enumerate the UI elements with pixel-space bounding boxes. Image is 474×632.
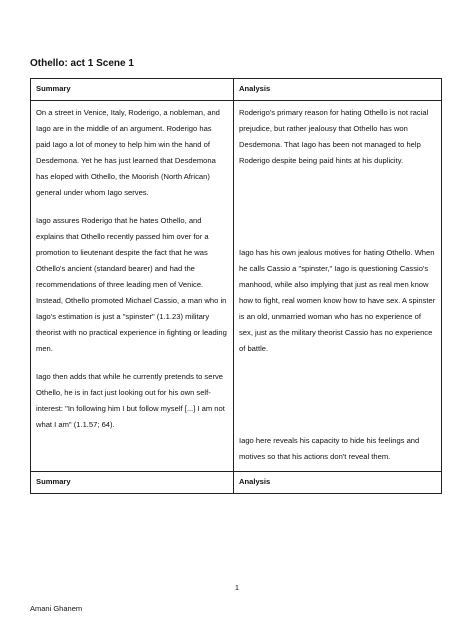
analysis-cell: [234, 101, 442, 472]
summary-paragraph: Iago assures Roderigo that he hates Othello, and explains that Othello recently passed him over for a promotion to lieutenant despite the fact that he was Othello's ancient (standard bearer) and had the recommendations of three leading men of Venice. Instead, Othello promoted Michael Cassio, a man who in Iago's estimation is just a "spinster" (1.1.23) military theorist with no practical experience in fighting or leading men.: [36, 216, 227, 353]
summary-paragraph: Iago then adds that while he currently pretends to serve Othello, he is in fact just looking out for his own self-interest: "In following him I but follow myself [...] I am not what I am" (1.1.57; 64).: [36, 372, 225, 429]
analysis-paragraph: Iago here reveals his capacity to hide his feelings and motives so that his actions don't reveal them.: [239, 436, 420, 461]
summary-column-header: Summary: [31, 472, 234, 494]
summary-paragraph: On a street in Venice, Italy, Roderigo, a nobleman, and Iago are in the middle of an argument. Roderigo has paid Iago a lot of money to help him win the hand of Desdemona. Yet he has just learned that Desdemona has eloped with Othello, the Moorish (North African) general under whom Iago serves.: [36, 108, 220, 197]
table-footer-row: [31, 472, 442, 494]
summary-column-header: Summary: [31, 79, 234, 101]
analysis-column-header: Analysis: [234, 472, 442, 494]
page-title: Othello: act 1 Scene 1: [30, 58, 134, 69]
summary-cell: [31, 101, 234, 472]
analysis-column-header: Analysis: [234, 79, 442, 101]
table-header-row: [31, 79, 442, 101]
analysis-paragraph: Iago has his own jealous motives for hating Othello. When he calls Cassio a "spinster," Iago is questioning Cassio's manhood, while also implying that just as real men know how to fight, real women know how to have sex. A spinster is an old, unmarried woman who has no experience of sex, just as the military theorist Cassio has no experience of battle.: [239, 248, 436, 353]
page-number: 1: [234, 583, 240, 592]
summary-analysis-table: [30, 78, 442, 494]
analysis-paragraph: Roderigo's primary reason for hating Othello is not racial prejudice, but rather jealousy that Othello has won Desdemona. That Iago has been not managed to help Roderigo despite being paid hints at his duplicity.: [239, 108, 429, 165]
author-name: Amani Ghanem: [30, 604, 83, 613]
table-row: [31, 101, 442, 472]
